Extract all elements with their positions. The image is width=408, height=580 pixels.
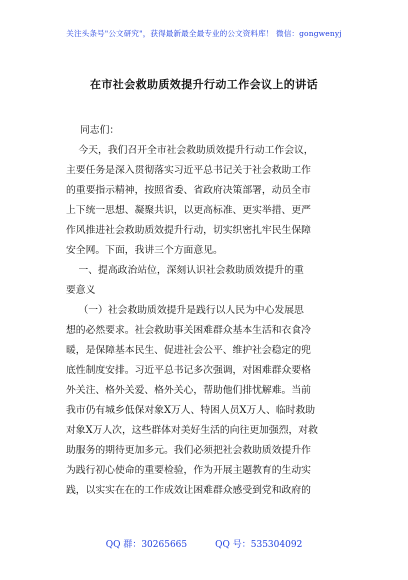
section-heading-line: 一、提高政治站位，深刻认识社会救助质效提升的重 bbox=[66, 265, 304, 276]
body-line: 的重要指示精神，按照省委、省政府决策部署，动员全市 bbox=[66, 185, 311, 196]
body-line: 践，以实实在在的工作成效让困难群众感受到党和政府的 bbox=[66, 485, 311, 496]
body-line: 对象X万人次，这些群体对美好生活的向往更加强烈，对救 bbox=[66, 425, 318, 436]
body-line: （一）社会救助质效提升是践行以人民为中心发展思 bbox=[66, 305, 304, 316]
body-line: 上下统一思想、凝聚共识，以更高标准、更实举措、更严 bbox=[66, 205, 311, 216]
body-line: 安全网。下面，我讲三个方面意见。 bbox=[66, 245, 223, 256]
body-line: 外关注、格外关爱、格外关心，帮助他们排忧解难。当前 bbox=[66, 385, 311, 396]
section-heading-line: 要意义 bbox=[66, 285, 96, 296]
header-promo-note: 关注头条号"公文研究"，获得最新最全最专业的公文资料库！ 微信：gongwenyj bbox=[66, 29, 342, 38]
body-line: 主要任务是深入贯彻落实习近平总书记关于社会救助工作 bbox=[66, 165, 311, 176]
document-body bbox=[66, 121, 358, 501]
body-line: 暖，是保障基本民生、促进社会公平、维护社会稳定的兜 bbox=[66, 345, 311, 356]
body-line: 为践行初心使命的重要检验，作为开展主题教育的生动实 bbox=[66, 465, 311, 476]
body-line: 今天，我们召开全市社会救助质效提升行动工作会议， bbox=[66, 145, 314, 156]
body-line: 同志们： bbox=[80, 125, 120, 136]
qq-account-number: QQ 号：535304092 bbox=[215, 540, 303, 550]
body-line: 作风推进社会救助质效提升行动，切实织密扎牢民生保障 bbox=[66, 225, 311, 236]
qq-group-number: QQ 群：30265665 bbox=[105, 540, 188, 550]
body-line: 底性制度安排。习近平总书记多次强调，对困难群众要格 bbox=[66, 365, 311, 376]
body-line: 想的必然要求。社会救助事关困难群众基本生活和衣食冷 bbox=[66, 325, 311, 336]
document-title: 在市社会救助质效提升行动工作会议上的讲话 bbox=[90, 78, 318, 91]
body-line: 助服务的期待更加多元。我们必须把社会救助质效提升作 bbox=[66, 445, 311, 456]
footer-contact bbox=[0, 537, 408, 550]
body-line: 我市仍有城乡低保对象X万人、特困人员X万人、临时救助 bbox=[66, 405, 316, 416]
